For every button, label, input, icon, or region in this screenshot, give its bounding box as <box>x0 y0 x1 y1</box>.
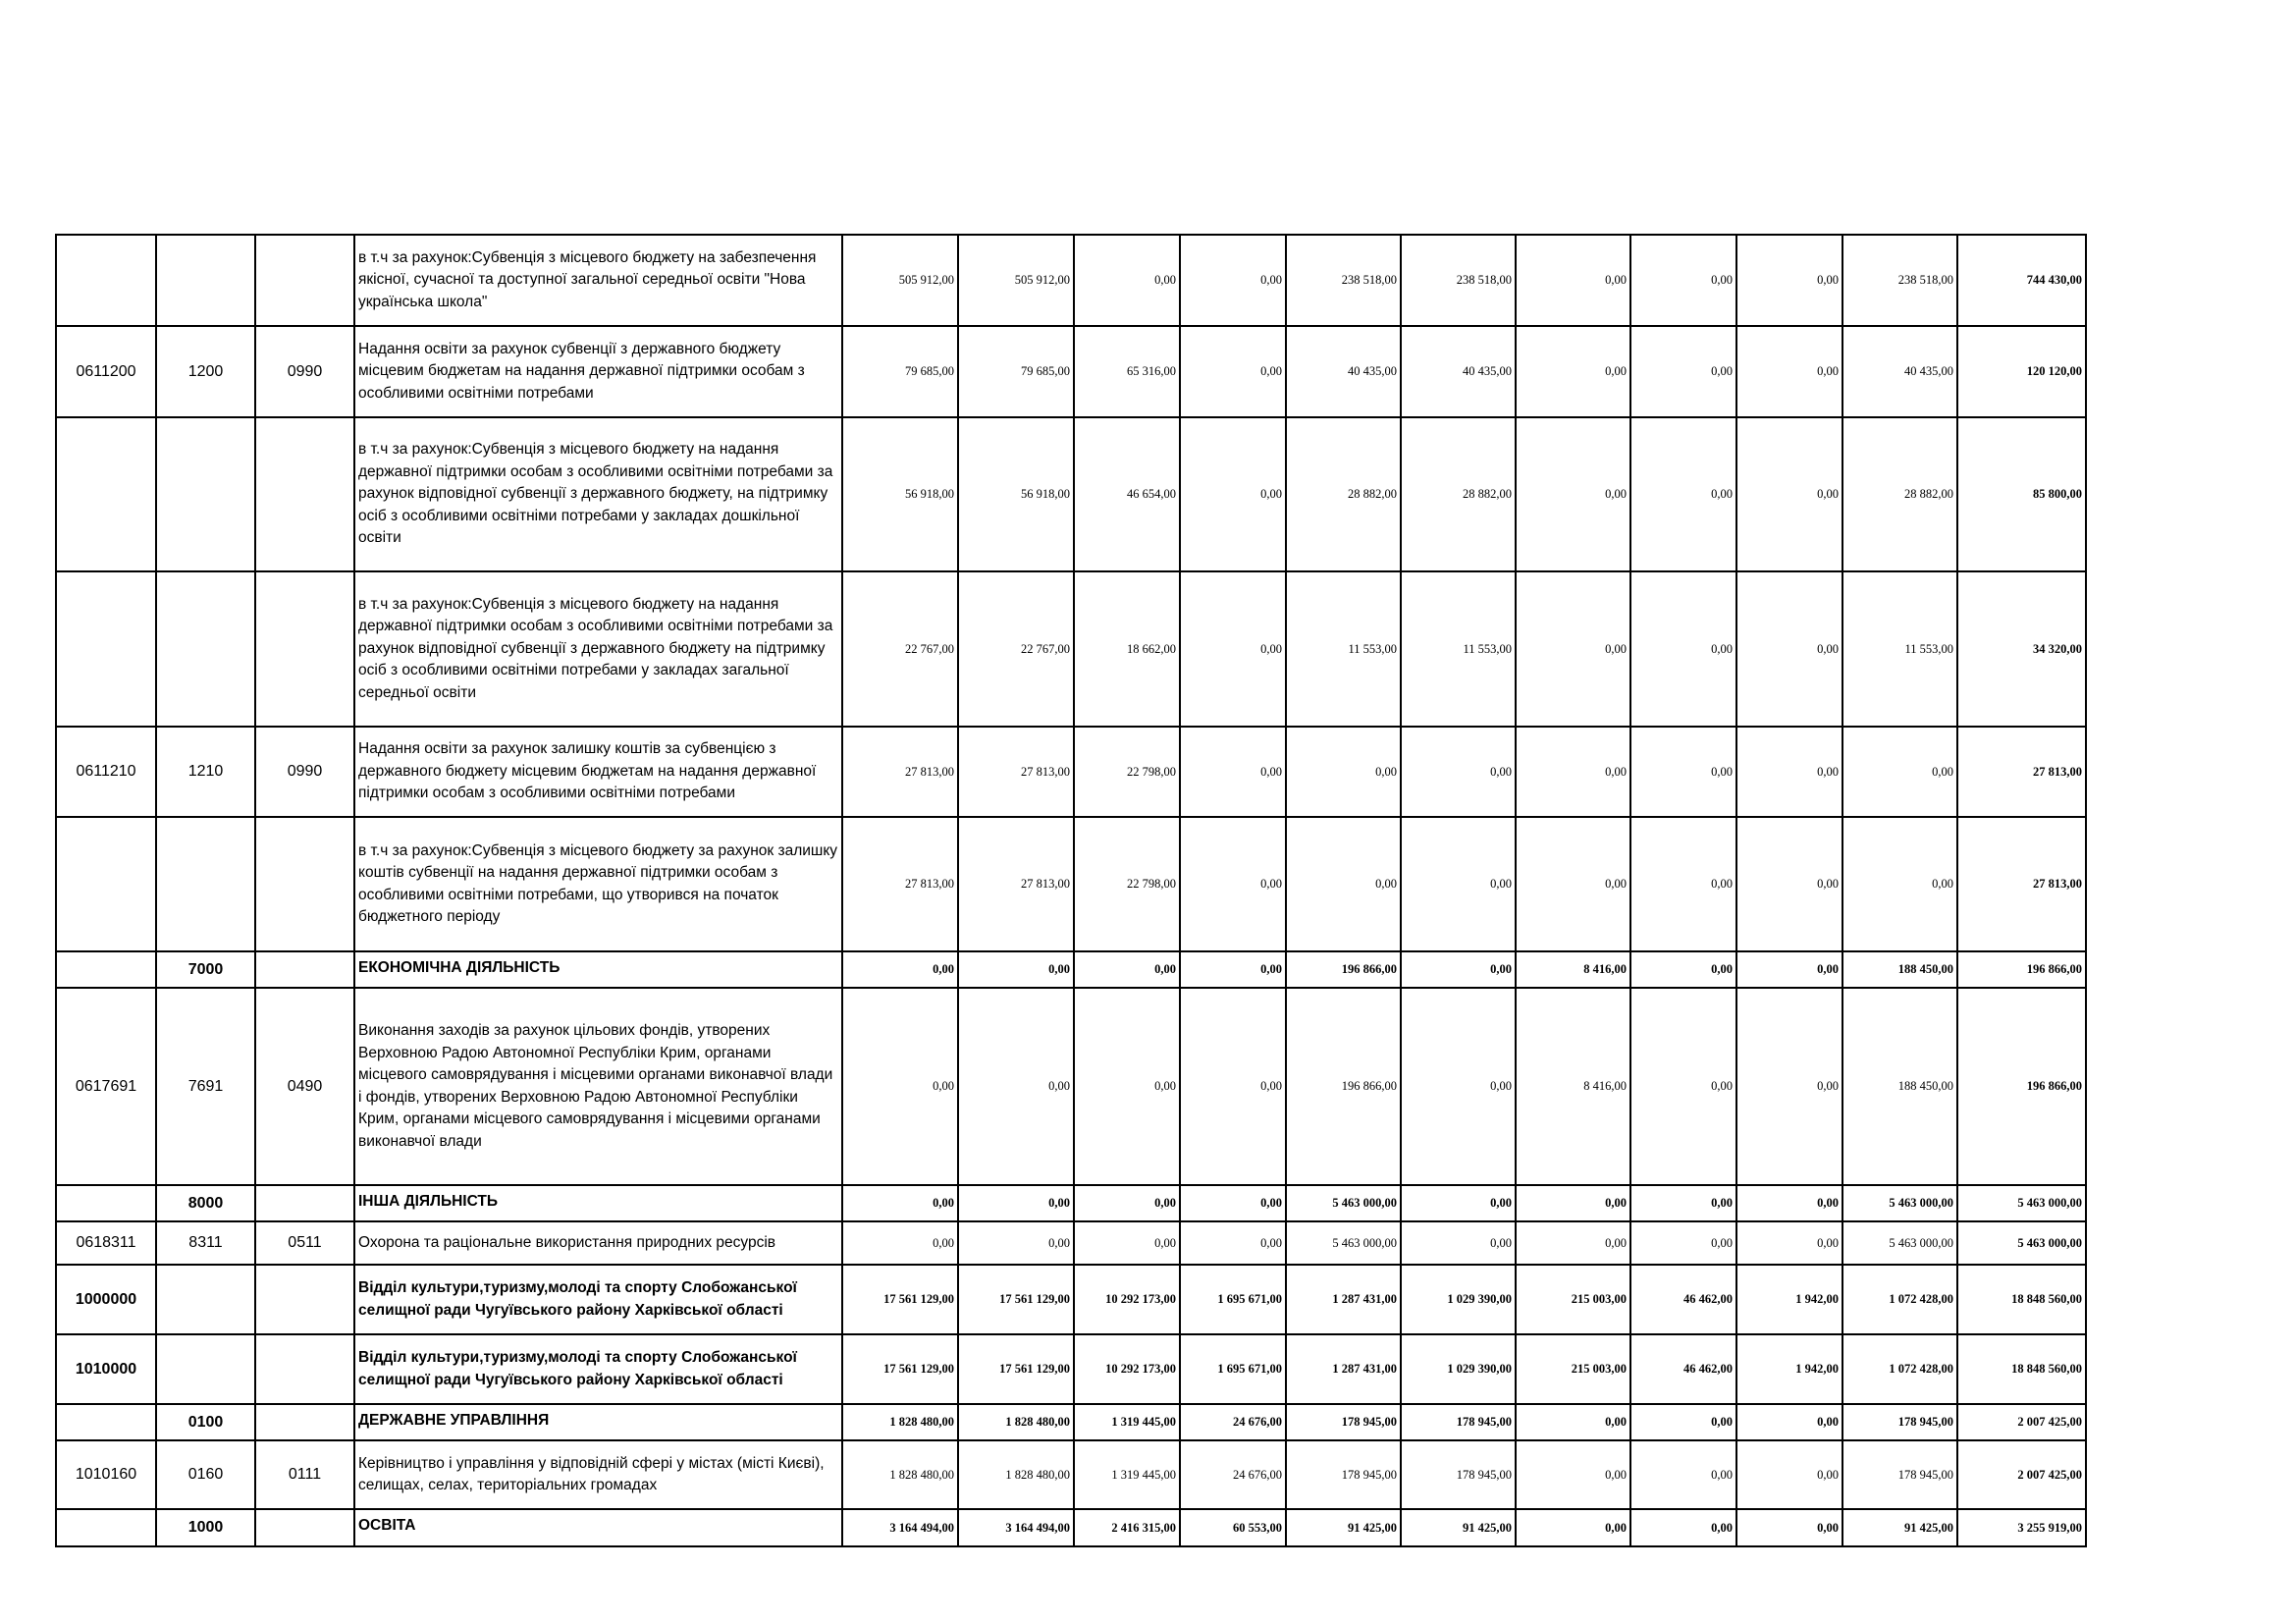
amount-cell: 1 287 431,00 <box>1286 1334 1401 1404</box>
amount-cell: 0,00 <box>958 1221 1074 1265</box>
total-value-cell: 2 007 425,00 <box>1957 1404 2086 1440</box>
table-row <box>56 1185 2086 1221</box>
amount-cell: 0,00 <box>1516 727 1630 817</box>
amount-cell: 188 450,00 <box>1842 988 1957 1185</box>
amount-cell: 79 685,00 <box>958 326 1074 417</box>
amount-cell: 1 828 480,00 <box>958 1404 1074 1440</box>
amount-cell: 46 462,00 <box>1630 1334 1736 1404</box>
item-name-cell: Відділ культури,туризму,молоді та спорту Слобожанської селищної ради Чугуївського району Харківської області <box>354 1334 842 1404</box>
amount-cell: 17 561 129,00 <box>958 1265 1074 1334</box>
amount-cell: 0,00 <box>1736 988 1842 1185</box>
item-name-cell: Відділ культури,туризму,молоді та спорту Слобожанської селищної ради Чугуївського району Харківської області <box>354 1265 842 1334</box>
amount-cell: 0,00 <box>842 988 958 1185</box>
amount-cell: 0,00 <box>1401 988 1516 1185</box>
amount-cell: 0,00 <box>1180 417 1286 571</box>
table-row <box>56 326 2086 417</box>
amount-cell: 11 553,00 <box>1286 571 1401 727</box>
amount-cell: 0,00 <box>1736 417 1842 571</box>
amount-cell: 0,00 <box>1401 951 1516 988</box>
amount-cell: 1 828 480,00 <box>842 1440 958 1509</box>
function-code-cell: 1000 <box>156 1509 255 1546</box>
amount-cell: 188 450,00 <box>1842 951 1957 988</box>
amount-cell: 0,00 <box>1180 1221 1286 1265</box>
total-value-cell: 744 430,00 <box>1957 235 2086 326</box>
amount-cell: 0,00 <box>1630 1440 1736 1509</box>
total-value-cell: 18 848 560,00 <box>1957 1334 2086 1404</box>
amount-cell: 1 029 390,00 <box>1401 1265 1516 1334</box>
amount-cell: 5 463 000,00 <box>1286 1185 1401 1221</box>
amount-cell: 17 561 129,00 <box>842 1265 958 1334</box>
amount-cell: 0,00 <box>1736 1509 1842 1546</box>
program-code-cell: 1010160 <box>56 1440 156 1509</box>
amount-cell: 0,00 <box>1630 1221 1736 1265</box>
amount-cell: 0,00 <box>1516 1440 1630 1509</box>
classification-code-cell <box>255 417 354 571</box>
item-name-cell: ОСВІТА <box>354 1509 842 1546</box>
amount-cell: 0,00 <box>1401 727 1516 817</box>
amount-cell: 1 287 431,00 <box>1286 1265 1401 1334</box>
total-value-cell: 5 463 000,00 <box>1957 1221 2086 1265</box>
item-name-cell: Надання освіти за рахунок субвенції з державного бюджету місцевим бюджетам на надання державної підтримки особам з особливими освітніми потребами <box>354 326 842 417</box>
amount-cell: 0,00 <box>1180 571 1286 727</box>
amount-cell: 10 292 173,00 <box>1074 1334 1180 1404</box>
amount-cell: 1 072 428,00 <box>1842 1265 1957 1334</box>
amount-cell: 215 003,00 <box>1516 1265 1630 1334</box>
program-code-cell <box>56 1404 156 1440</box>
table-row <box>56 1509 2086 1546</box>
program-code-cell: 1010000 <box>56 1334 156 1404</box>
amount-cell: 0,00 <box>1074 1221 1180 1265</box>
amount-cell: 3 164 494,00 <box>958 1509 1074 1546</box>
classification-code-cell: 0111 <box>255 1440 354 1509</box>
function-code-cell: 0100 <box>156 1404 255 1440</box>
amount-cell: 56 918,00 <box>958 417 1074 571</box>
amount-cell: 0,00 <box>958 951 1074 988</box>
amount-cell: 91 425,00 <box>1842 1509 1957 1546</box>
classification-code-cell <box>255 951 354 988</box>
amount-cell: 0,00 <box>1516 1404 1630 1440</box>
function-code-cell: 7000 <box>156 951 255 988</box>
item-name-cell: в т.ч за рахунок:Субвенція з місцевого бюджету на забезпечення якісної, сучасної та доступної загальної середньої освіти "Нова українська школа" <box>354 235 842 326</box>
classification-code-cell: 0990 <box>255 326 354 417</box>
function-code-cell <box>156 817 255 951</box>
amount-cell: 0,00 <box>1736 1440 1842 1509</box>
amount-cell: 22 798,00 <box>1074 817 1180 951</box>
amount-cell: 40 435,00 <box>1401 326 1516 417</box>
total-value-cell: 3 255 919,00 <box>1957 1509 2086 1546</box>
amount-cell: 1 828 480,00 <box>842 1404 958 1440</box>
amount-cell: 0,00 <box>1516 1509 1630 1546</box>
program-code-cell <box>56 951 156 988</box>
table-row <box>56 817 2086 951</box>
amount-cell: 0,00 <box>842 1185 958 1221</box>
amount-cell: 28 882,00 <box>1401 417 1516 571</box>
total-value-cell: 85 800,00 <box>1957 417 2086 571</box>
amount-cell: 0,00 <box>1180 817 1286 951</box>
amount-cell: 1 695 671,00 <box>1180 1265 1286 1334</box>
amount-cell: 1 029 390,00 <box>1401 1334 1516 1404</box>
classification-code-cell <box>255 1509 354 1546</box>
amount-cell: 28 882,00 <box>1286 417 1401 571</box>
amount-cell: 0,00 <box>1074 1185 1180 1221</box>
amount-cell: 0,00 <box>1286 727 1401 817</box>
amount-cell: 46 462,00 <box>1630 1265 1736 1334</box>
amount-cell: 238 518,00 <box>1842 235 1957 326</box>
amount-cell: 0,00 <box>1630 951 1736 988</box>
amount-cell: 1 319 445,00 <box>1074 1440 1180 1509</box>
total-value-cell: 196 866,00 <box>1957 988 2086 1185</box>
classification-code-cell: 0490 <box>255 988 354 1185</box>
budget-table <box>55 234 2087 1547</box>
amount-cell: 0,00 <box>1630 1509 1736 1546</box>
amount-cell: 22 767,00 <box>958 571 1074 727</box>
item-name-cell: в т.ч за рахунок:Субвенція з місцевого бюджету за рахунок залишку коштів субвенції на надання державної підтримки особам з особливими освітніми потребами, що утворився на початок бюджетного періоду <box>354 817 842 951</box>
amount-cell: 10 292 173,00 <box>1074 1265 1180 1334</box>
amount-cell: 0,00 <box>1630 571 1736 727</box>
table-row <box>56 1404 2086 1440</box>
amount-cell: 0,00 <box>1630 817 1736 951</box>
amount-cell: 196 866,00 <box>1286 951 1401 988</box>
amount-cell: 79 685,00 <box>842 326 958 417</box>
amount-cell: 0,00 <box>1630 235 1736 326</box>
table-row <box>56 417 2086 571</box>
amount-cell: 0,00 <box>842 951 958 988</box>
amount-cell: 1 695 671,00 <box>1180 1334 1286 1404</box>
classification-code-cell <box>255 817 354 951</box>
amount-cell: 8 416,00 <box>1516 988 1630 1185</box>
amount-cell: 1 828 480,00 <box>958 1440 1074 1509</box>
amount-cell: 1 942,00 <box>1736 1334 1842 1404</box>
table-body <box>56 235 2086 1546</box>
amount-cell: 0,00 <box>1401 1185 1516 1221</box>
table-row <box>56 235 2086 326</box>
amount-cell: 24 676,00 <box>1180 1404 1286 1440</box>
amount-cell: 18 662,00 <box>1074 571 1180 727</box>
amount-cell: 0,00 <box>1401 817 1516 951</box>
function-code-cell: 1200 <box>156 326 255 417</box>
program-code-cell <box>56 1185 156 1221</box>
amount-cell: 2 416 315,00 <box>1074 1509 1180 1546</box>
amount-cell: 0,00 <box>1630 326 1736 417</box>
classification-code-cell <box>255 1265 354 1334</box>
amount-cell: 0,00 <box>1736 817 1842 951</box>
classification-code-cell <box>255 1185 354 1221</box>
function-code-cell <box>156 235 255 326</box>
amount-cell: 0,00 <box>1736 326 1842 417</box>
table-row <box>56 951 2086 988</box>
amount-cell: 0,00 <box>1630 988 1736 1185</box>
amount-cell: 22 767,00 <box>842 571 958 727</box>
amount-cell: 40 435,00 <box>1842 326 1957 417</box>
table-row <box>56 1334 2086 1404</box>
amount-cell: 178 945,00 <box>1401 1404 1516 1440</box>
amount-cell: 11 553,00 <box>1401 571 1516 727</box>
total-value-cell: 27 813,00 <box>1957 817 2086 951</box>
amount-cell: 1 072 428,00 <box>1842 1334 1957 1404</box>
amount-cell: 0,00 <box>1516 417 1630 571</box>
item-name-cell: в т.ч за рахунок:Субвенція з місцевого бюджету на надання державної підтримки особам з особливими освітніми потребами за рахунок відповідної субвенції з державного бюджету на підтримку осіб з особливими освітніми потребами у закладах загальної середньої освіти <box>354 571 842 727</box>
amount-cell: 0,00 <box>1842 727 1957 817</box>
amount-cell: 0,00 <box>1074 988 1180 1185</box>
classification-code-cell: 0990 <box>255 727 354 817</box>
amount-cell: 0,00 <box>1180 951 1286 988</box>
function-code-cell <box>156 1265 255 1334</box>
amount-cell: 0,00 <box>1736 1221 1842 1265</box>
program-code-cell <box>56 417 156 571</box>
total-value-cell: 196 866,00 <box>1957 951 2086 988</box>
total-value-cell: 5 463 000,00 <box>1957 1185 2086 1221</box>
table-row <box>56 1221 2086 1265</box>
amount-cell: 3 164 494,00 <box>842 1509 958 1546</box>
total-value-cell: 2 007 425,00 <box>1957 1440 2086 1509</box>
total-value-cell: 34 320,00 <box>1957 571 2086 727</box>
amount-cell: 0,00 <box>1401 1221 1516 1265</box>
amount-cell: 505 912,00 <box>842 235 958 326</box>
amount-cell: 0,00 <box>1736 1185 1842 1221</box>
item-name-cell: в т.ч за рахунок:Субвенція з місцевого бюджету на надання державної підтримки особам з особливими освітніми потребами за рахунок відповідної субвенції з державного бюджету, на підтримку осіб з особливими освітніми потребами у закладах дошкільної освіти <box>354 417 842 571</box>
amount-cell: 65 316,00 <box>1074 326 1180 417</box>
item-name-cell: Керівництво і управління у відповідній сфері у містах (місті Києві), селищах, селах, територіальних громадах <box>354 1440 842 1509</box>
amount-cell: 0,00 <box>1842 817 1957 951</box>
amount-cell: 215 003,00 <box>1516 1334 1630 1404</box>
amount-cell: 0,00 <box>1180 1185 1286 1221</box>
amount-cell: 40 435,00 <box>1286 326 1401 417</box>
table-row <box>56 1440 2086 1509</box>
table-row <box>56 1265 2086 1334</box>
amount-cell: 46 654,00 <box>1074 417 1180 571</box>
amount-cell: 1 942,00 <box>1736 1265 1842 1334</box>
amount-cell: 27 813,00 <box>958 817 1074 951</box>
amount-cell: 0,00 <box>1180 326 1286 417</box>
total-value-cell: 18 848 560,00 <box>1957 1265 2086 1334</box>
amount-cell: 0,00 <box>1630 1404 1736 1440</box>
classification-code-cell <box>255 1404 354 1440</box>
program-code-cell <box>56 235 156 326</box>
total-value-cell: 120 120,00 <box>1957 326 2086 417</box>
item-name-cell: ДЕРЖАВНЕ УПРАВЛІННЯ <box>354 1404 842 1440</box>
amount-cell: 178 945,00 <box>1286 1404 1401 1440</box>
amount-cell: 178 945,00 <box>1842 1440 1957 1509</box>
amount-cell: 24 676,00 <box>1180 1440 1286 1509</box>
classification-code-cell <box>255 571 354 727</box>
program-code-cell: 0611200 <box>56 326 156 417</box>
amount-cell: 5 463 000,00 <box>1842 1185 1957 1221</box>
amount-cell: 0,00 <box>1736 571 1842 727</box>
table-row <box>56 571 2086 727</box>
amount-cell: 505 912,00 <box>958 235 1074 326</box>
function-code-cell <box>156 571 255 727</box>
amount-cell: 238 518,00 <box>1401 235 1516 326</box>
item-name-cell: Надання освіти за рахунок залишку коштів за субвенцією з державного бюджету місцевим бюджетам на надання державної підтримки особам з особливими освітніми потребами <box>354 727 842 817</box>
amount-cell: 17 561 129,00 <box>842 1334 958 1404</box>
amount-cell: 5 463 000,00 <box>1842 1221 1957 1265</box>
amount-cell: 0,00 <box>1516 1185 1630 1221</box>
function-code-cell: 8000 <box>156 1185 255 1221</box>
amount-cell: 56 918,00 <box>842 417 958 571</box>
amount-cell: 0,00 <box>1736 727 1842 817</box>
amount-cell: 0,00 <box>1516 571 1630 727</box>
amount-cell: 11 553,00 <box>1842 571 1957 727</box>
classification-code-cell <box>255 235 354 326</box>
amount-cell: 17 561 129,00 <box>958 1334 1074 1404</box>
amount-cell: 0,00 <box>1074 951 1180 988</box>
amount-cell: 5 463 000,00 <box>1286 1221 1401 1265</box>
program-code-cell: 0618311 <box>56 1221 156 1265</box>
amount-cell: 28 882,00 <box>1842 417 1957 571</box>
classification-code-cell: 0511 <box>255 1221 354 1265</box>
amount-cell: 0,00 <box>1630 1185 1736 1221</box>
program-code-cell: 0617691 <box>56 988 156 1185</box>
amount-cell: 1 319 445,00 <box>1074 1404 1180 1440</box>
item-name-cell: ІНША ДІЯЛЬНІСТЬ <box>354 1185 842 1221</box>
function-code-cell <box>156 1334 255 1404</box>
amount-cell: 178 945,00 <box>1401 1440 1516 1509</box>
amount-cell: 178 945,00 <box>1842 1404 1957 1440</box>
amount-cell: 91 425,00 <box>1286 1509 1401 1546</box>
item-name-cell: ЕКОНОМІЧНА ДІЯЛЬНІСТЬ <box>354 951 842 988</box>
program-code-cell: 0611210 <box>56 727 156 817</box>
function-code-cell: 1210 <box>156 727 255 817</box>
amount-cell: 0,00 <box>958 1185 1074 1221</box>
amount-cell: 27 813,00 <box>842 727 958 817</box>
amount-cell: 0,00 <box>1736 951 1842 988</box>
program-code-cell <box>56 571 156 727</box>
amount-cell: 0,00 <box>1074 235 1180 326</box>
amount-cell: 0,00 <box>1630 727 1736 817</box>
amount-cell: 0,00 <box>1516 235 1630 326</box>
item-name-cell: Виконання заходів за рахунок цільових фондів, утворених Верховною Радою Автономної Республіки Крим, органами місцевого самоврядування і місцевими органами виконавчої влади і фондів, утворених Верховною Радою Автономної Республіки Крим, органами місцевого самоврядування і місцевими органами виконавчої влади <box>354 988 842 1185</box>
amount-cell: 0,00 <box>1736 1404 1842 1440</box>
classification-code-cell <box>255 1334 354 1404</box>
amount-cell: 0,00 <box>1736 235 1842 326</box>
program-code-cell <box>56 1509 156 1546</box>
amount-cell: 0,00 <box>1286 817 1401 951</box>
item-name-cell: Охорона та раціональне використання природних ресурсів <box>354 1221 842 1265</box>
program-code-cell: 1000000 <box>56 1265 156 1334</box>
amount-cell: 27 813,00 <box>958 727 1074 817</box>
amount-cell: 0,00 <box>1516 326 1630 417</box>
program-code-cell <box>56 817 156 951</box>
amount-cell: 238 518,00 <box>1286 235 1401 326</box>
amount-cell: 0,00 <box>1180 235 1286 326</box>
amount-cell: 60 553,00 <box>1180 1509 1286 1546</box>
amount-cell: 0,00 <box>1180 988 1286 1185</box>
function-code-cell: 7691 <box>156 988 255 1185</box>
table-row <box>56 988 2086 1185</box>
function-code-cell: 0160 <box>156 1440 255 1509</box>
amount-cell: 22 798,00 <box>1074 727 1180 817</box>
table-row <box>56 727 2086 817</box>
function-code-cell: 8311 <box>156 1221 255 1265</box>
amount-cell: 0,00 <box>842 1221 958 1265</box>
amount-cell: 196 866,00 <box>1286 988 1401 1185</box>
amount-cell: 27 813,00 <box>842 817 958 951</box>
total-value-cell: 27 813,00 <box>1957 727 2086 817</box>
amount-cell: 178 945,00 <box>1286 1440 1401 1509</box>
amount-cell: 0,00 <box>1180 727 1286 817</box>
function-code-cell <box>156 417 255 571</box>
amount-cell: 0,00 <box>1516 1221 1630 1265</box>
amount-cell: 0,00 <box>958 988 1074 1185</box>
amount-cell: 91 425,00 <box>1401 1509 1516 1546</box>
amount-cell: 0,00 <box>1516 817 1630 951</box>
amount-cell: 0,00 <box>1630 417 1736 571</box>
amount-cell: 8 416,00 <box>1516 951 1630 988</box>
